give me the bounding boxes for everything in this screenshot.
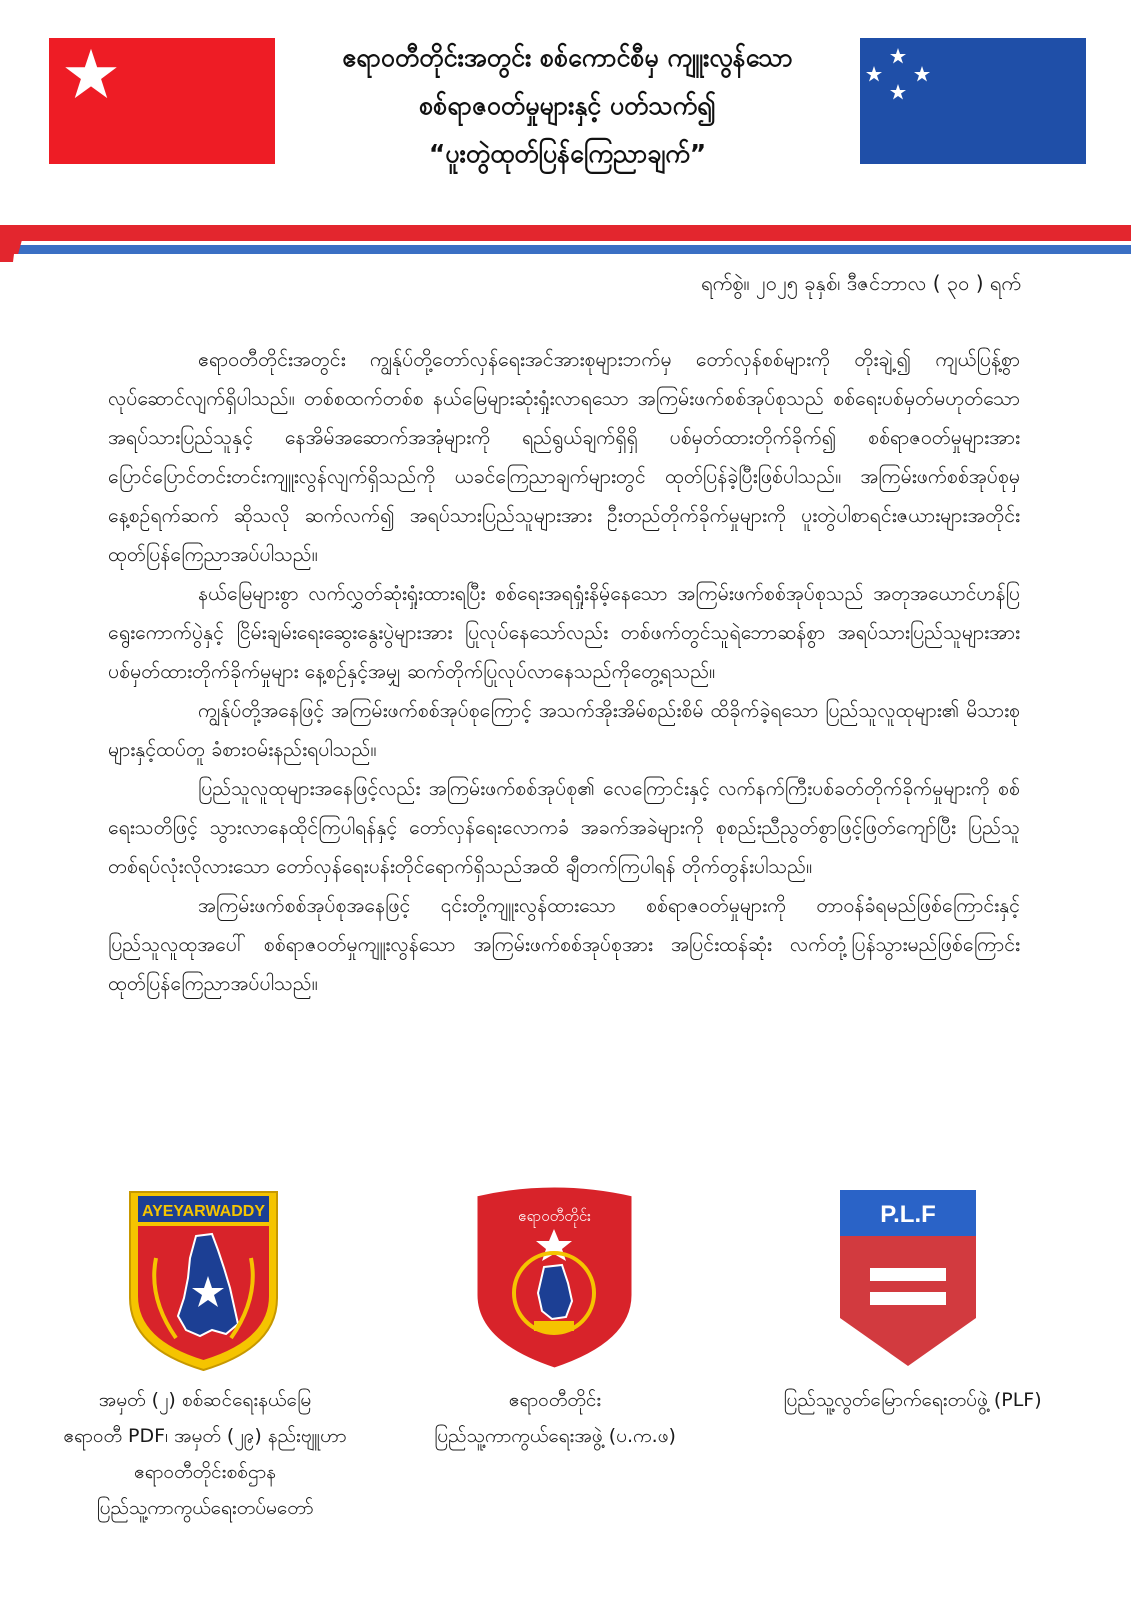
signatory-2-caption	[390, 1382, 720, 1454]
title-line-1: ဧရာဝတီတိုင်းအတွင်း စစ်ကောင်စီမှ ကျူးလွန်သော	[342, 43, 793, 72]
signatory-3-caption	[735, 1382, 1090, 1418]
document-date: ရက်စွဲ။ ၂၀၂၅ ခုနှစ်၊ ဒီဇင်ဘာလ ( ၃၀ ) ရက်	[701, 271, 1021, 295]
signatory-line: ဧရာဝတီတိုင်းစစ်ဌာန	[134, 1461, 276, 1483]
svg-text:ဧရာဝတီတိုင်း: ဧရာဝတီတိုင်း	[518, 1207, 591, 1225]
ayeyarwady-region-shield-icon	[472, 1183, 637, 1373]
signatory-line: ဧရာဝတီတိုင်း	[508, 1389, 602, 1411]
signatory-line: အမှတ် (၂) စစ်ဆင်ရေးနယ်မြေ	[98, 1389, 312, 1411]
body-paragraph: ဧရာဝတီတိုင်းအတွင်း ကျွန်ုပ်တို့တော်လှန်ရေးအင်အားစုများဘက်မှ တော်လှန်စစ်များကို တိုးချဲ့၍ ကျယ်ပြန့်စွာ လုပ်ဆောင်လျက်ရှိပါသည်။ တစ်စထက်တစ်စ နယ်မြေများဆုံးရှုံးလာရသော အကြမ်းဖက်စစ်အုပ်စုသည် စစ်ရေးပစ်မှတ်မဟုတ်သော အရပ်သားပြည်သူနှင့် နေအိမ်အဆောက်အအုံများကို ရည်ရွယ်ချက်ရှိရှိ ပစ်မှတ်ထားတိုက်ခိုက်၍ စစ်ရာဇဝတ်မှုများအား ပြောင်ပြောင်တင်းတင်းကျူးလွန်လျက်ရှိသည်ကို ယခင်ကြေညာချက်များတွင် ထုတ်ပြန်ခဲ့ပြီးဖြစ်ပါသည်။ အကြမ်းဖက်စစ်အုပ်စုမှ နေ့စဉ်ရက်ဆက် ဆိုသလို ဆက်လက်၍ အရပ်သားပြည်သူများအား ဦးတည်တိုက်ခိုက်မှုများကို ပူးတွဲပါစာရင်းဇယားများအတိုင်း ထုတ်ပြန်ကြေညာအပ်ပါသည်။	[108, 348, 1020, 566]
plf-shield-icon	[838, 1188, 978, 1368]
document-body	[108, 340, 1020, 1003]
signatory-line: ဧရာဝတီ PDF၊ အမှတ် (၂၉) နည်းဗျူဟာ	[63, 1425, 347, 1447]
svg-text:AYEYARWADDY: AYEYARWADDY	[141, 1203, 266, 1220]
document-title	[285, 34, 850, 178]
four-stars-icon	[860, 38, 960, 118]
signatory-1-caption	[30, 1382, 380, 1526]
body-paragraph: နယ်မြေများစွာ လက်လွှတ်ဆုံးရှုံးထားရပြီး စစ်ရေးအရရှုံးနိမ့်နေသော အကြမ်းဖက်စစ်အုပ်စုသည် အတုအယောင်ဟန်ပြရွေးကောက်ပွဲနှင့် ငြိမ်းချမ်းရေးဆွေးနွေးပွဲများအား ပြုလုပ်နေသော်လည်း တစ်ဖက်တွင်သူရဲဘောဆန်စွာ အရပ်သားပြည်သူများအား ပစ်မှတ်ထားတိုက်ခိုက်မှုများ နေ့စဉ်နှင့်အမျှ ဆက်တိုက်ပြုလုပ်လာနေသည်ကိုတွေ့ရသည်။	[108, 582, 1020, 683]
body-paragraph: အကြမ်းဖက်စစ်အုပ်စုအနေဖြင့် ၎င်းတို့ကျူးလွန်ထားသော စစ်ရာဇဝတ်မှုများကို တာဝန်ခံရမည်ဖြစ်ကြောင်းနှင့် ပြည်သူလူထုအပေါ် စစ်ရာဇဝတ်မှုကျူးလွန်သော အကြမ်းဖက်စစ်အုပ်စုအား အပြင်းထန်ဆုံး လက်တုံ့ပြန်သွားမည်ဖြစ်ကြောင်း ထုတ်ပြန်ကြေညာအပ်ပါသည်။	[108, 894, 1020, 995]
svg-text:P.L.F: P.L.F	[880, 1201, 936, 1228]
ayeyarwaddy-shield-icon	[126, 1188, 281, 1373]
title-line-3: “ပူးတွဲထုတ်ပြန်ကြေညာချက်”	[428, 139, 707, 168]
header-divider-band	[0, 225, 1131, 270]
title-line-2: စစ်ရာဇဝတ်မှုများနှင့် ပတ်သက်၍	[419, 91, 716, 120]
left-flag	[49, 38, 275, 164]
signatory-line: ပြည်သူ့ကာကွယ်ရေးတပ်မတော်	[96, 1497, 314, 1519]
body-paragraph: ပြည်သူလူထုများအနေဖြင့်လည်း အကြမ်းဖက်စစ်အုပ်စု၏ လေကြောင်းနှင့် လက်နက်ကြီးပစ်ခတ်တိုက်ခိုက်မှုများကို စစ်ရေးသတိဖြင့် သွားလာနေထိုင်ကြပါရန်နှင့် တော်လှန်ရေးလောကခံ အခက်အခဲများကို စုစည်းညီညွတ်စွာဖြင့်ဖြတ်ကျော်ပြီး ပြည်သူတစ်ရပ်လုံးလိုလားသော တော်လှန်ရေးပန်းတိုင်ရောက်ရှိသည်အထိ ချီတက်ကြပါရန် တိုက်တွန်းပါသည်။	[108, 777, 1020, 878]
signatory-line: ပြည်သူ့ကာကွယ်ရေးအဖွဲ့ (ပ.က.ဖ)	[434, 1425, 676, 1447]
right-flag	[860, 38, 1086, 164]
signatory-line: ပြည်သူ့လွတ်မြောက်ရေးတပ်ဖွဲ့ (PLF)	[783, 1389, 1042, 1411]
white-star-icon	[63, 46, 119, 102]
body-paragraph: ကျွန်ုပ်တို့အနေဖြင့် အကြမ်းဖက်စစ်အုပ်စုကြောင့် အသက်အိုးအိမ်စည်းစိမ် ထိခိုက်ခဲ့ရသော ပြည်သူလူထုများ၏ မိသားစုများနှင့်ထပ်တူ ခံစားဝမ်းနည်းရပါသည်။	[108, 699, 1020, 761]
